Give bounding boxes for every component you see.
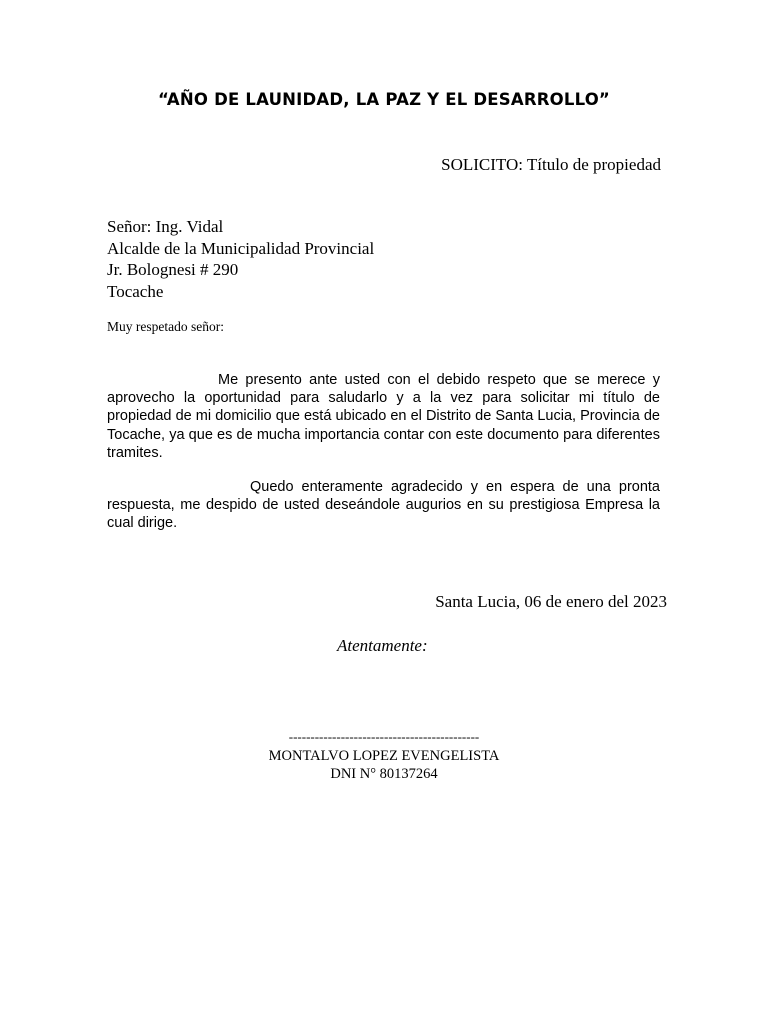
body-paragraph-1: Me presento ante usted con el debido respeto que se merece y aprovecho la oportunidad para saludarlo y a la vez para solicitar mi título de propiedad de mi domicilio que está ubicado en el Distrito de Santa Lucia, Provincia de Tocache, ya que es de mucha importancia contar con este documento para diferentes tramites. (107, 372, 660, 461)
year-title: “AÑO DE LAUNIDAD, LA PAZ Y EL DESARROLLO” (158, 90, 610, 109)
addressee-name: Señor: Ing. Vidal (107, 217, 224, 236)
signature-block (0, 728, 768, 784)
place-date: Santa Lucia, 06 de enero del 2023 (435, 592, 667, 611)
signature-line: -------------------------------------------- (288, 729, 480, 744)
addressee-city: Tocache (107, 281, 164, 301)
signer-name: MONTALVO LOPEZ EVENGELISTA (268, 747, 500, 764)
subject-line: SOLICITO: Título de propiedad (441, 155, 661, 174)
addressee-block (107, 216, 374, 302)
addressee-position: Alcalde de la Municipalidad Provincial (107, 238, 375, 258)
signer-dni: DNI N° 80137264 (330, 766, 438, 782)
greeting: Muy respetado señor: (107, 319, 224, 334)
addressee-address: Jr. Bolognesi # 290 (107, 260, 239, 279)
closing: Atentamente: (337, 636, 428, 655)
body-paragraph-2: Quedo enteramente agradecido y en espera de una pronta respuesta, me despido de usted deseándole augurios en su prestigiosa Empresa la cual dirige. (107, 479, 660, 532)
